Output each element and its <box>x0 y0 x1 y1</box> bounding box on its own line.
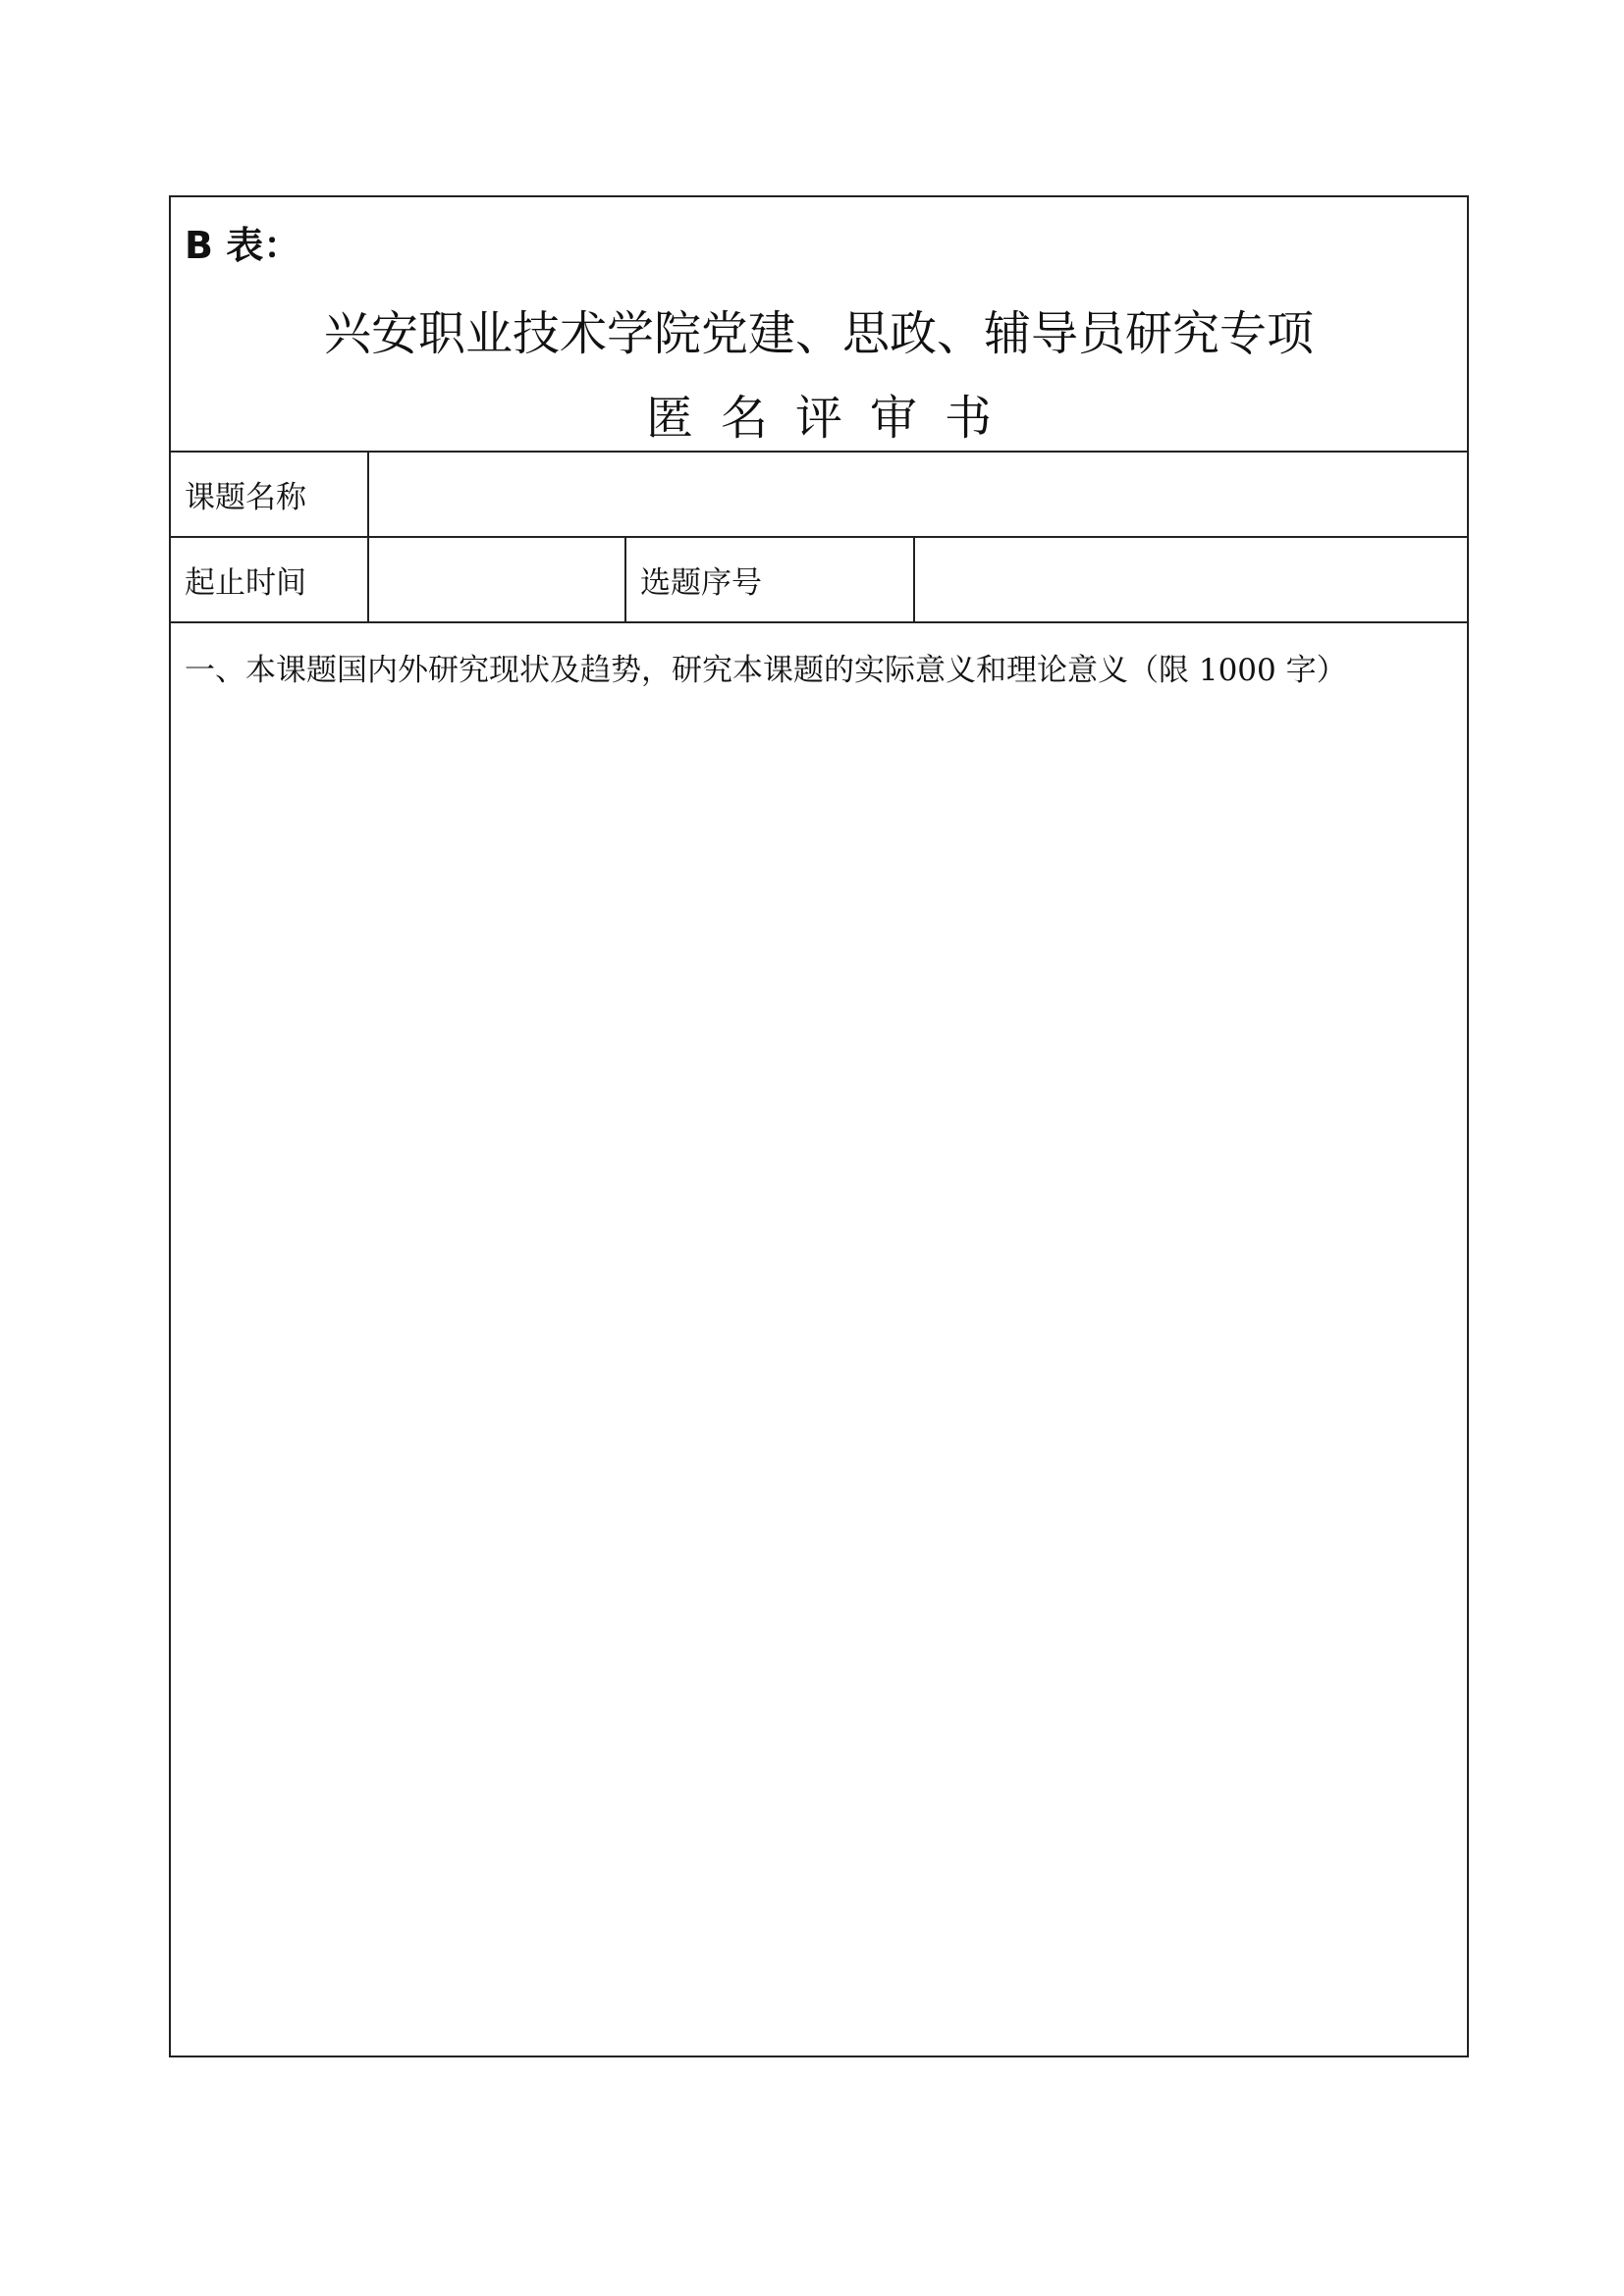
topic-name-label: 课题名称 <box>185 480 306 515</box>
period-label: 起止时间 <box>185 565 306 601</box>
form-header <box>171 197 1467 453</box>
section-heading-prefix: 一、本课题国内外研究现状及趋势，研究本课题的实际意义和理论意义（限 <box>185 653 1199 688</box>
topic-name-row <box>171 453 1467 538</box>
topic-number-label: 选题序号 <box>640 565 762 601</box>
section-heading <box>185 645 1347 689</box>
word-limit: 1000 <box>1198 653 1276 688</box>
form-subtitle: 匿名评审书 <box>645 391 1019 446</box>
form-title: 兴安职业技术学院党建、思政、辅导员研究专项 <box>323 306 1314 361</box>
period-field[interactable] <box>369 538 624 621</box>
topic-name-field[interactable] <box>369 453 1467 536</box>
section-heading-suffix: 字） <box>1275 653 1347 688</box>
topic-number-field[interactable] <box>915 538 1467 621</box>
review-form <box>169 195 1469 2057</box>
form-code: B 表： <box>185 224 301 267</box>
research-status-section <box>171 623 1467 2056</box>
section-content-area[interactable] <box>185 702 1453 2042</box>
period-row <box>171 538 1467 623</box>
